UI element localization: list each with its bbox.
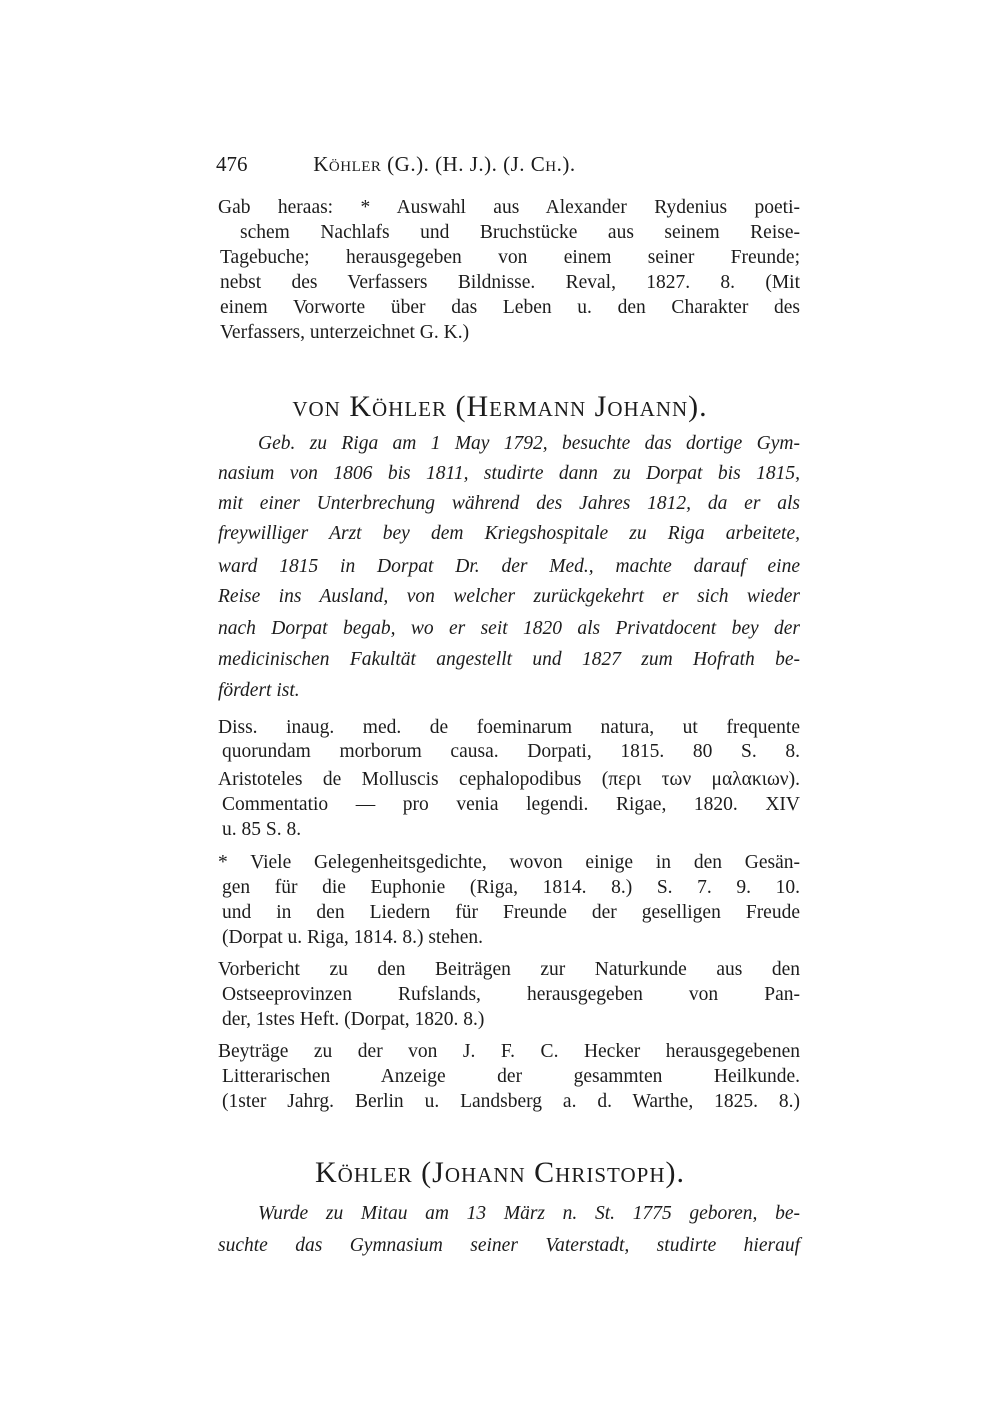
text-line: * Viele Gelegenheitsgedichte, wovon einige in den Gesän- <box>218 852 800 873</box>
text-line: Ostseeprovinzen Rufslands, herausgegeben von Pan- <box>222 984 800 1005</box>
text-line: suchte das Gymnasium seiner Vaterstadt, studirte hierauf <box>218 1235 800 1256</box>
text-line: nasium von 1806 bis 1811, studirte dann zu Dorpat bis 1815, <box>218 463 800 484</box>
text-line: Verfassers, unterzeichnet G. K.) <box>220 322 470 343</box>
text-line: Aristoteles de Molluscis cephalopodibus (περι των μαλακιων). <box>218 769 800 790</box>
text-line: ward 1815 in Dorpat Dr. der Med., machte darauf eine <box>218 556 800 577</box>
text-line: nach Dorpat begab, wo er seit 1820 als Privatdocent bey der <box>218 618 800 639</box>
text-line: Diss. inaug. med. de foeminarum natura, ut frequente <box>218 717 800 738</box>
text-line: Gab heraas: * Auswahl aus Alexander Rydenius poeti- <box>218 197 800 218</box>
text-line: einem Vorworte über das Leben u. den Charakter des <box>220 297 800 318</box>
text-line: Litterarischen Anzeige der gesammten Heilkunde. <box>222 1066 800 1087</box>
text-line: Commentatio — pro venia legendi. Rigae, 1820. XIV <box>222 794 800 815</box>
text-line: (Dorpat u. Riga, 1814. 8.) stehen. <box>222 927 484 948</box>
running-title: Köhler (G.). (H. J.). (J. Ch.). <box>313 152 576 176</box>
text-line: Reise ins Ausland, von welcher zurückgekehrt er sich wieder <box>218 586 800 607</box>
text-line: der, 1stes Heft. (Dorpat, 1820. 8.) <box>222 1009 485 1030</box>
text-line: medicinischen Fakultät angestellt und 1827 zum Hofrath be- <box>218 649 800 670</box>
running-head <box>216 152 776 177</box>
text-line: (1ster Jahrg. Berlin u. Landsberg a. d. Warthe, 1825. 8.) <box>222 1091 800 1112</box>
text-line: mit einer Unterbrechung während des Jahres 1812, da er als <box>218 493 800 514</box>
text-line: nebst des Verfassers Bildnisse. Reval, 1827. 8. (Mit <box>220 272 800 293</box>
text-line: freywilliger Arzt bey dem Kriegshospitale zu Riga arbeitete, <box>218 523 800 544</box>
text-line: quorundam morborum causa. Dorpati, 1815. 80 S. 8. <box>222 741 800 762</box>
section-heading: Köhler (Johann Christoph). <box>315 1156 685 1189</box>
text-line: schem Nachlafs und Bruchstücke aus seinem Reise- <box>240 222 800 243</box>
text-line: Tagebuche; herausgegeben von einem seiner Freunde; <box>220 247 800 268</box>
text-line: u. 85 S. 8. <box>222 819 302 840</box>
text-line: Geb. zu Riga am 1 May 1792, besuchte das dortige Gym- <box>258 433 800 454</box>
text-line: und in den Liedern für Freunde der geselligen Freude <box>222 902 800 923</box>
text-line: Beyträge zu der von J. F. C. Hecker herausgegebenen <box>218 1041 800 1062</box>
text-line: Vorbericht zu den Beiträgen zur Naturkunde aus den <box>218 959 800 980</box>
text-line: Wurde zu Mitau am 13 März n. St. 1775 geboren, be- <box>258 1203 800 1224</box>
text-line: gen für die Euphonie (Riga, 1814. 8.) S. 7. 9. 10. <box>222 877 800 898</box>
page-number: 476 <box>216 152 248 176</box>
section-heading: von Köhler (Hermann Johann). <box>292 390 708 423</box>
text-line: fördert ist. <box>218 680 300 701</box>
